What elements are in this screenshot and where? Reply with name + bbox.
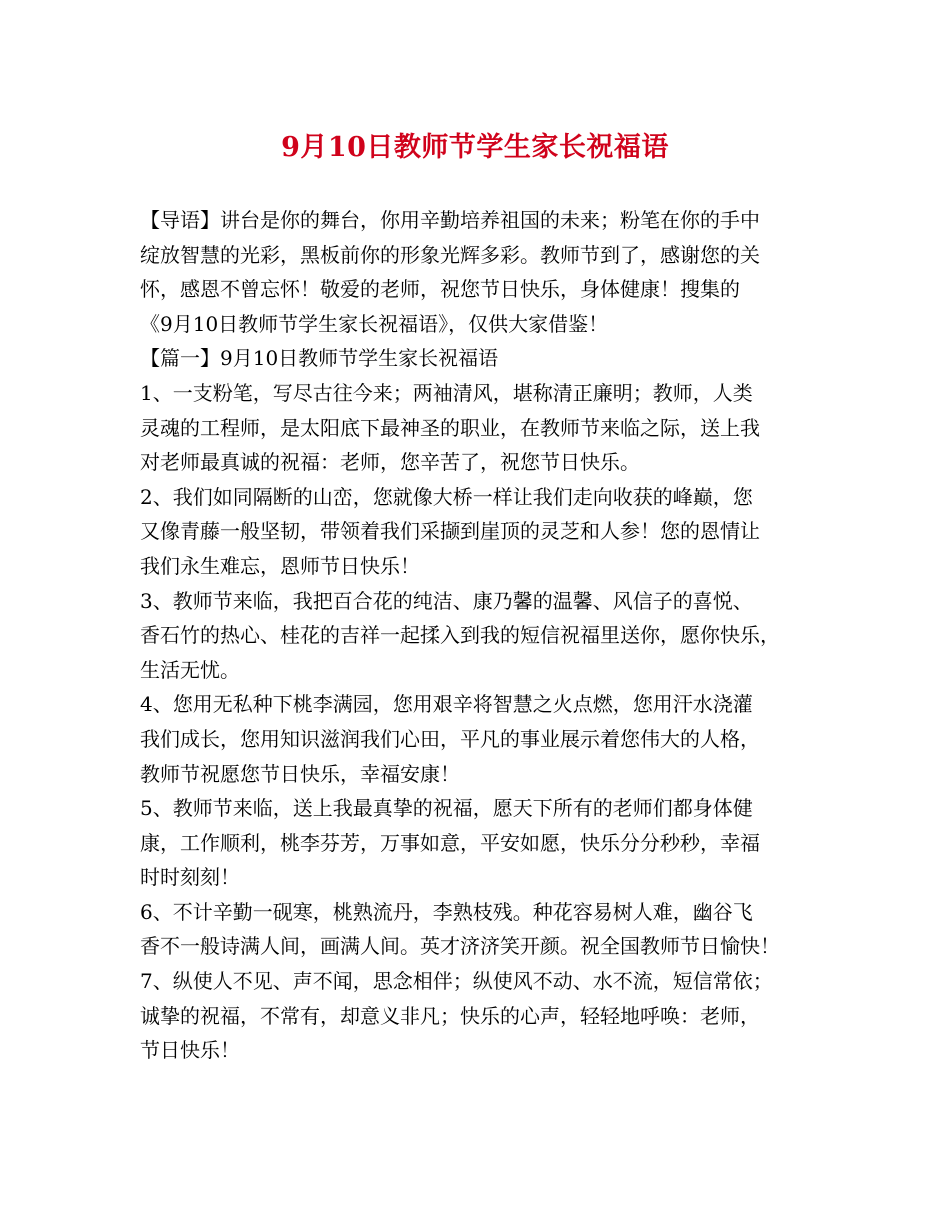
text-line: 康，工作顺利，桃李芬芳，万事如意，平安如愿，快乐分分秒秒，幸福 — [140, 830, 760, 855]
text-line: 1、一支粉笔，写尽古往今来；两袖清风，堪称清正廉明；教师，人类 — [140, 380, 753, 405]
text-line: 我们永生难忘，恩师节日快乐！ — [140, 553, 420, 578]
text-line: 对老师最真诚的祝福：老师，您辛苦了，祝您节日快乐。 — [140, 450, 640, 475]
text-line: 《9月10日教师节学生家长祝福语》，仅供大家借鉴！ — [140, 311, 609, 336]
text-line: 5、教师节来临，送上我最真挚的祝福，愿天下所有的老师们都身体健 — [140, 796, 753, 821]
text-line: 4、您用无私种下桃李满园，您用艰辛将智慧之火点燃，您用汗水浇灌 — [140, 692, 753, 717]
text-line: 诚挚的祝福，不常有，却意义非凡；快乐的心声，轻轻地呼唤：老师， — [140, 1003, 760, 1028]
document-title: 9月10日教师节学生家长祝福语 — [281, 132, 669, 163]
text-line: 节日快乐！ — [140, 1038, 240, 1063]
section-heading: 【篇一】9月10日教师节学生家长祝福语 — [140, 346, 499, 371]
text-line: 6、不计辛勤一砚寒，桃熟流丹，李熟枝残。种花容易树人难，幽谷飞 — [140, 899, 753, 924]
text-line: 怀，感恩不曾忘怀！敬爱的老师，祝您节日快乐，身体健康！搜集的 — [140, 277, 740, 302]
text-line: 时时刻刻！ — [140, 865, 240, 890]
text-line: 3、教师节来临，我把百合花的纯洁、康乃馨的温馨、风信子的喜悦、 — [140, 588, 753, 613]
text-line: 又像青藤一般坚韧，带领着我们采撷到崖顶的灵芝和人参！您的恩情让 — [140, 519, 760, 544]
text-line: 7、纵使人不见、声不闻，思念相伴；纵使风不动、水不流，短信常依； — [140, 969, 773, 994]
text-line: 绽放智慧的光彩，黑板前你的形象光辉多彩。教师节到了，感谢您的关 — [140, 242, 760, 267]
text-line: 我们成长，您用知识滋润我们心田，平凡的事业展示着您伟大的人格， — [140, 726, 760, 751]
text-line: 香石竹的热心、桂花的吉祥一起揉入到我的短信祝福里送你，愿你快乐， — [140, 623, 780, 648]
text-line: 生活无忧。 — [140, 657, 240, 682]
text-line: 教师节祝愿您节日快乐，幸福安康！ — [140, 761, 460, 786]
text-line: 2、我们如同隔断的山峦，您就像大桥一样让我们走向收获的峰巅，您 — [140, 484, 753, 509]
text-line: 灵魂的工程师，是太阳底下最神圣的职业，在教师节来临之际，送上我 — [140, 415, 760, 440]
text-line: 【导语】讲台是你的舞台，你用辛勤培养祖国的未来；粉笔在你的手中 — [140, 208, 760, 232]
text-line: 香不一般诗满人间，画满人间。英才济济笑开颜。祝全国教师节日愉快！ — [140, 934, 780, 959]
document-body — [140, 203, 830, 1068]
